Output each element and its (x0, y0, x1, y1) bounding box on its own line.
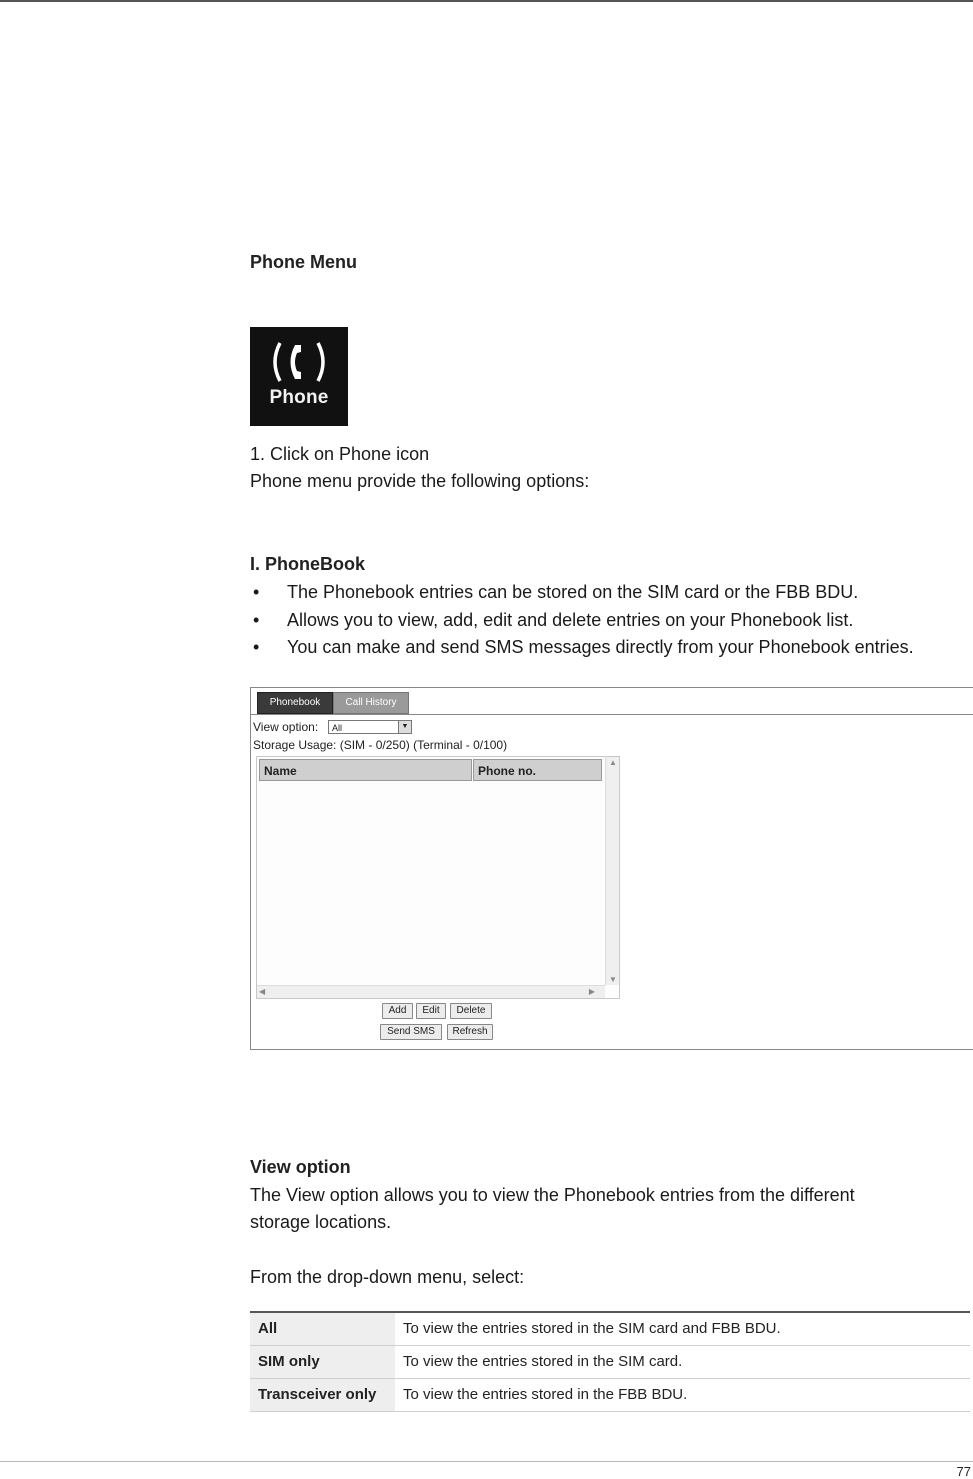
option-desc: To view the entries stored in the SIM card and FBB BDU. (395, 1312, 970, 1345)
view-option-label: View option: (253, 720, 319, 734)
bullet-text: The Phonebook entries can be stored on the SIM card or the FBB BDU. (287, 582, 859, 602)
chevron-down-icon: ▼ (398, 721, 411, 733)
bullet-dot: • (253, 609, 260, 630)
view-option-title: View option (250, 1157, 351, 1177)
bottom-rule (0, 1461, 973, 1462)
bullet-item (250, 634, 973, 662)
view-option-value: All (332, 723, 343, 733)
option-desc: To view the entries stored in the SIM card. (395, 1345, 970, 1378)
bullet-text: Allows you to view, add, edit and delete entries on your Phonebook list. (287, 609, 854, 630)
column-header-phone[interactable]: Phone no. (473, 759, 602, 781)
top-rule (0, 0, 973, 2)
scroll-up-icon[interactable]: ▲ (609, 758, 617, 767)
option-desc: To view the entries stored in the FBB BDU. (395, 1378, 970, 1411)
delete-button[interactable]: Delete (450, 1003, 492, 1019)
phonebook-list[interactable] (256, 756, 620, 999)
horizontal-scrollbar[interactable] (257, 985, 605, 998)
option-key: Transceiver only (250, 1378, 395, 1411)
scroll-left-icon[interactable]: ◀ (259, 987, 266, 996)
edit-button[interactable]: Edit (416, 1003, 446, 1019)
phonebook-title: I. PhoneBook (250, 554, 366, 574)
refresh-button[interactable]: Refresh (447, 1024, 493, 1040)
column-header-name[interactable]: Name (259, 759, 472, 781)
phone-handset-icon (268, 339, 330, 385)
step-1-text: 1. Click on Phone icon (250, 444, 430, 464)
storage-usage-text: Storage Usage: (SIM - 0/250) (Terminal - 0/100) (253, 738, 508, 752)
tab-bar (251, 688, 973, 715)
view-options-table (250, 1311, 970, 1412)
tab-phonebook[interactable]: Phonebook (257, 692, 333, 714)
phone-icon-label: Phone (269, 387, 329, 408)
add-button[interactable]: Add (382, 1003, 413, 1019)
view-option-desc-line2: storage locations. (250, 1212, 392, 1232)
bullet-item (250, 579, 973, 607)
bullet-dot: • (253, 582, 260, 602)
view-option-select[interactable] (328, 720, 412, 734)
option-key: All (250, 1312, 395, 1345)
phone-menu-icon[interactable] (250, 327, 348, 426)
phonebook-bullets (250, 579, 973, 662)
table-row (250, 1345, 970, 1378)
page-number: 77 (956, 1464, 971, 1479)
bullet-text: You can make and send SMS messages directly from your Phonebook entries. (287, 637, 914, 657)
table-row (250, 1378, 970, 1411)
phone-menu-title: Phone Menu (250, 252, 357, 272)
scroll-right-icon[interactable]: ▶ (588, 987, 595, 996)
intro-text: Phone menu provide the following options: (250, 471, 590, 491)
phonebook-screenshot (250, 687, 973, 1050)
select-prompt: From the drop-down menu, select: (250, 1267, 525, 1287)
bullet-item (250, 607, 973, 635)
send-sms-button[interactable]: Send SMS (380, 1024, 442, 1040)
view-option-desc-line1: The View option allows you to view the Phonebook entries from the different (250, 1185, 855, 1205)
scroll-down-icon[interactable]: ▼ (609, 975, 617, 984)
option-key: SIM only (250, 1345, 395, 1378)
table-row (250, 1312, 970, 1345)
bullet-dot: • (253, 637, 260, 657)
tab-call-history[interactable]: Call History (333, 692, 409, 714)
vertical-scrollbar[interactable] (605, 757, 619, 985)
